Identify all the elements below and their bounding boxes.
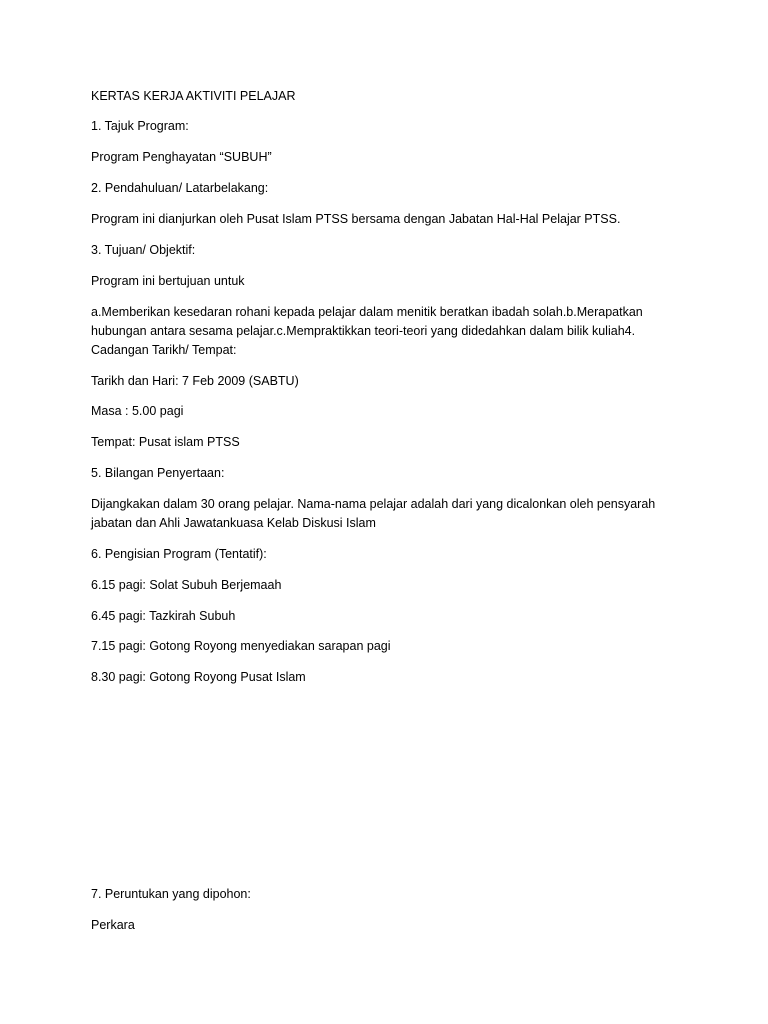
section-1-text: Program Penghayatan “SUBUH” <box>91 150 272 164</box>
time-line: Masa : 5.00 pagi <box>91 404 184 418</box>
section-5-text-line: Dijangkakan dalam 30 orang pelajar. Nama-nama pelajar adalah dari yang dicalonkan oleh pensyarah <box>91 497 656 511</box>
schedule-item: 7.15 pagi: Gotong Royong menyediakan sarapan pagi <box>91 639 391 653</box>
section-7-text: Perkara <box>91 918 135 932</box>
section-3-paragraph-line: hubungan antara sesama pelajar.c.Mempraktikkan teori-teori yang didedahkan dalam bilik kuliah4. <box>91 324 636 338</box>
section-2-heading: 2. Pendahuluan/ Latarbelakang: <box>91 181 269 195</box>
schedule-item: 6.45 pagi: Tazkirah Subuh <box>91 609 236 623</box>
date-line: Tarikh dan Hari: 7 Feb 2009 (SABTU) <box>91 374 299 388</box>
schedule-item: 6.15 pagi: Solat Subuh Berjemaah <box>91 578 282 592</box>
section-6-heading: 6. Pengisian Program (Tentatif): <box>91 547 267 561</box>
section-7-heading: 7. Peruntukan yang dipohon: <box>91 887 251 901</box>
section-3-paragraph-line: Cadangan Tarikh/ Tempat: <box>91 343 237 357</box>
document-title: KERTAS KERJA AKTIVITI PELAJAR <box>91 89 296 103</box>
section-2-text: Program ini dianjurkan oleh Pusat Islam PTSS bersama dengan Jabatan Hal-Hal Pelajar PTSS. <box>91 212 621 226</box>
section-5-text-line: jabatan dan Ahli Jawatankuasa Kelab Diskusi Islam <box>91 516 376 530</box>
section-5-heading: 5. Bilangan Penyertaan: <box>91 466 225 480</box>
section-3-heading: 3. Tujuan/ Objektif: <box>91 243 196 257</box>
section-3-paragraph-line: a.Memberikan kesedaran rohani kepada pelajar dalam menitik beratkan ibadah solah.b.Merapatkan <box>91 305 643 319</box>
section-1-heading: 1. Tajuk Program: <box>91 119 189 133</box>
section-3-intro: Program ini bertujuan untuk <box>91 274 245 288</box>
schedule-item: 8.30 pagi: Gotong Royong Pusat Islam <box>91 670 306 684</box>
place-line: Tempat: Pusat islam PTSS <box>91 435 240 449</box>
